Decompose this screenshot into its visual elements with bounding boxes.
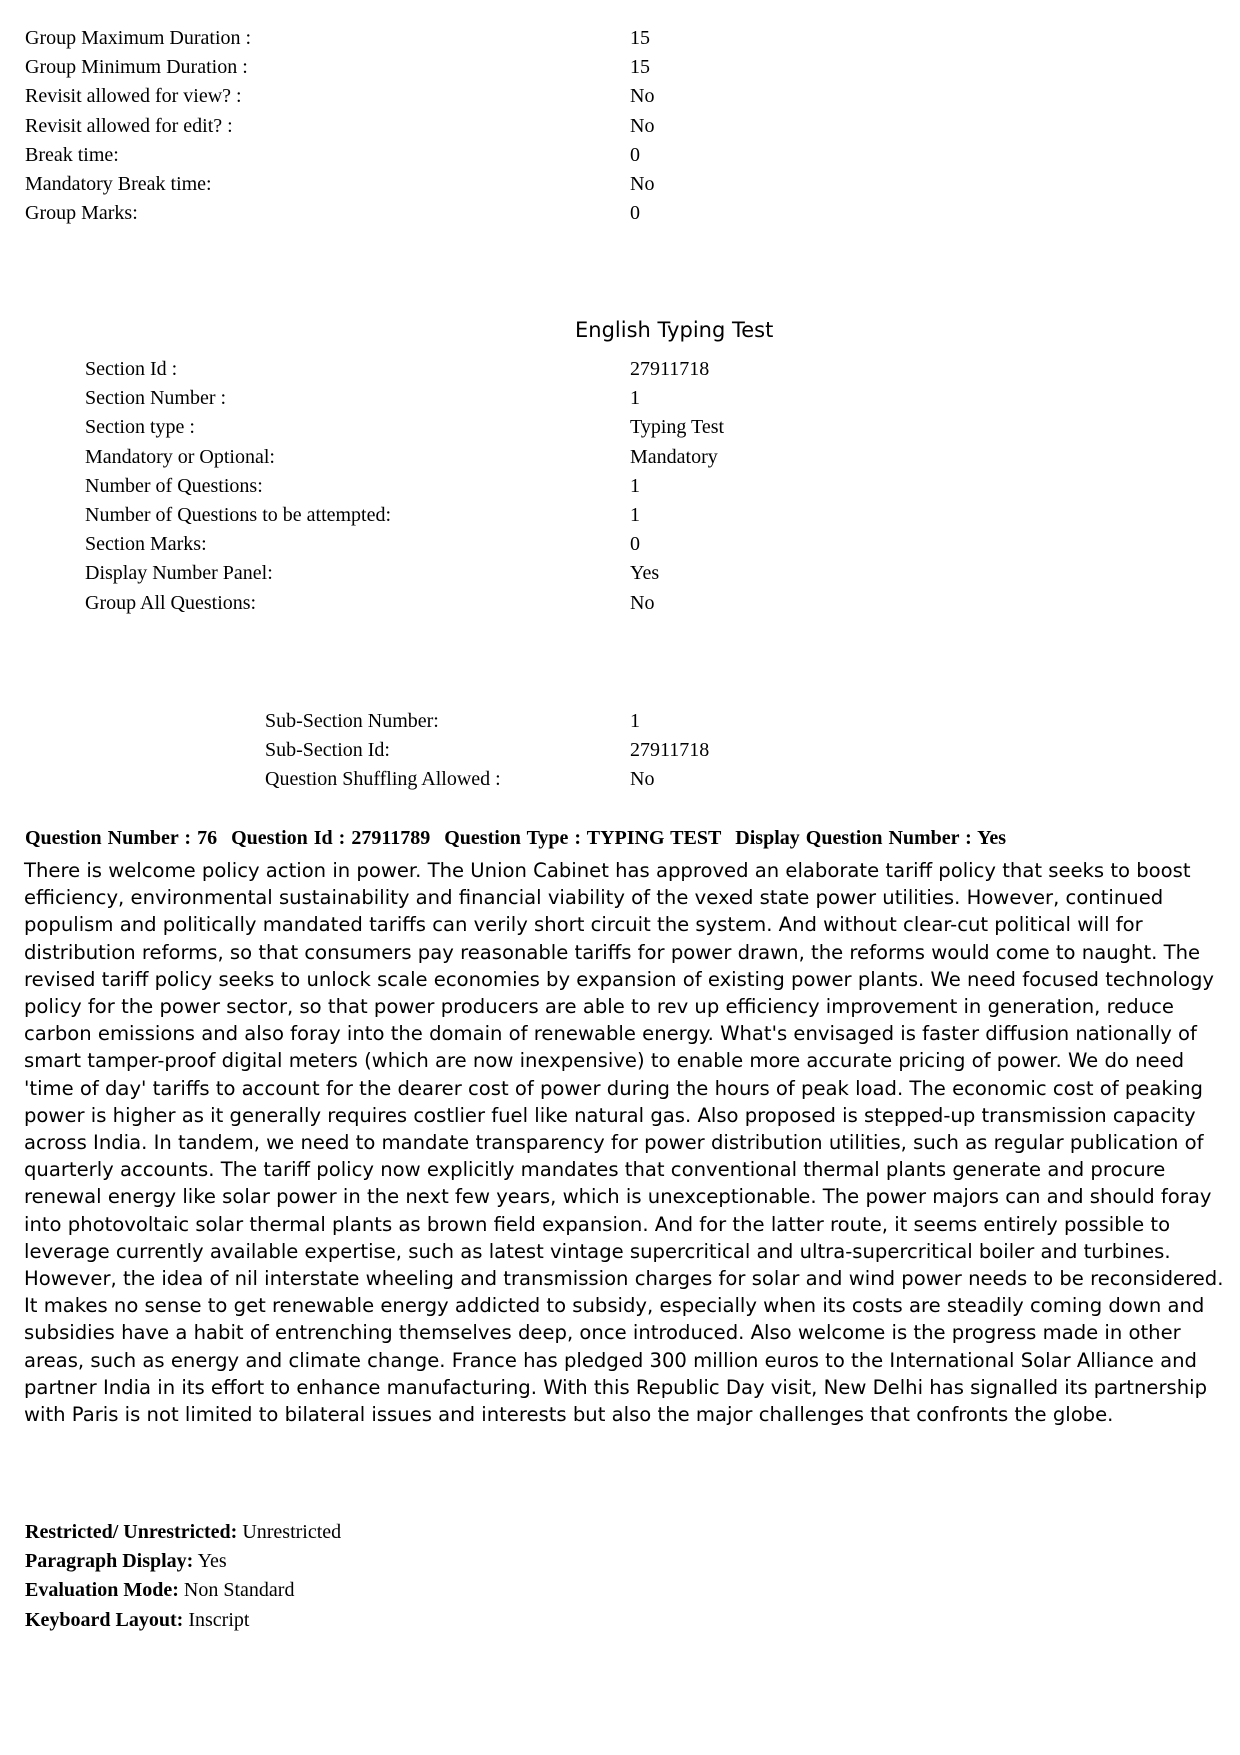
field-value: No: [630, 85, 655, 108]
subsection-info-table: [265, 707, 710, 795]
meta-value: Inscript: [188, 1608, 250, 1631]
field-label: Group All Questions:: [85, 591, 257, 614]
group-max-duration-row: [25, 24, 650, 53]
field-value: No: [630, 173, 655, 196]
field-label: Section type :: [85, 416, 195, 439]
question-id: Question Id : 27911789: [231, 827, 431, 849]
group-marks-row: [25, 199, 640, 228]
display-question-number: Display Question Number : Yes: [735, 827, 1006, 849]
meta-label: Restricted/ Unrestricted:: [25, 1521, 238, 1543]
field-value: No: [630, 114, 655, 137]
meta-value: Non Standard: [183, 1579, 295, 1602]
meta-value: Yes: [197, 1550, 227, 1573]
mandatory-optional-row: [85, 443, 718, 472]
field-value: 0: [630, 143, 640, 166]
typing-passage: There is welcome policy action in power. The Union Cabinet has approved an elaborate tariff policy that seeks to boost efficiency, environmental sustainability and financial viability of the vexed state power utilities. However, continued populism and politically mandated tariffs can verily short circuit the system. And without clear-cut political will for distribution reforms, so that consumers pay reasonable tariffs for power drawn, the reforms would come to naught. The revised tariff policy seeks to unlock scale economies by expansion of existing power plants. We need focused technology policy for the power sector, so that power producers are able to rev up efficiency improvement in generation, reduce carbon emissions and also foray into the domain of renewable energy. What's envisaged is faster diffusion nationally of smart tamper-proof digital meters (which are now inexpensive) to enable more accurate pricing of power. We do need 'time of day' tariffs to account for the dearer cost of power during the hours of peak load. The economic cost of peaking power is higher as it generally requires costlier fuel like natural gas. Also proposed is stepped-up transmission capacity across India. In tandem, we need to mandate transparency for power distribution utilities, such as regular publication of quarterly accounts. The tariff policy now explicitly mandates that conventional thermal plants generate and procure renewal energy like solar power in the next few years, which is unexceptionable. The power majors can and should foray into photovoltaic solar thermal plants as brown field expansion. And for the latter route, it seems entirely possible to leverage currently available expertise, such as latest vintage supercritical and ultra-supercritical boiler and turbines. However, the idea of nil interstate wheeling and transmission charges for solar and wind power needs to be reconsidered. It makes no sense to get renewable energy addicted to subsidy, especially when its costs are steadily coming down and subsidies have a habit of entrenching themselves deep, once introduced. Also welcome is the progress made in other areas, such as energy and climate change. France has pledged 300 million euros to the International Solar Alliance and partner India in its effort to enhance manufacturing. With this Republic Day visit, New Delhi has signalled its partnership with Paris is not limited to bilateral issues and interests but also the major challenges that confronts the globe.: [24, 859, 1224, 1427]
field-value: 27911718: [630, 739, 710, 762]
field-label: Sub-Section Number:: [265, 710, 439, 732]
meta-value: Unrestricted: [242, 1521, 342, 1543]
break-time-row: [25, 141, 640, 170]
field-value: 0: [630, 202, 640, 225]
field-label: Revisit allowed for view? :: [25, 85, 242, 108]
section-type-row: [85, 413, 725, 442]
revisit-edit-row: [25, 112, 655, 141]
field-label: Group Minimum Duration :: [25, 56, 248, 79]
field-label: Question Shuffling Allowed :: [265, 768, 501, 791]
field-label: Mandatory or Optional:: [85, 445, 275, 468]
field-value: 0: [630, 533, 640, 556]
field-value: Mandatory: [630, 445, 718, 468]
evaluation-mode-row: [25, 1576, 341, 1605]
field-label: Number of Questions:: [85, 474, 263, 497]
question-type: Question Type : TYPING TEST: [444, 827, 722, 849]
mandatory-break-row: [25, 170, 655, 199]
field-label: Revisit allowed for edit? :: [25, 114, 233, 137]
field-value: 1: [630, 474, 640, 497]
field-value: 1: [630, 504, 640, 527]
question-meta: [25, 1518, 341, 1635]
field-label: Section Marks:: [85, 533, 207, 556]
field-label: Break time:: [25, 143, 119, 166]
number-of-questions-row: [85, 472, 640, 501]
restricted-row: [25, 1518, 341, 1547]
meta-label: Evaluation Mode:: [25, 1579, 179, 1602]
question-shuffling-row: [265, 765, 655, 794]
field-value: 1: [630, 710, 640, 732]
meta-label: Keyboard Layout:: [25, 1608, 184, 1631]
display-number-panel-row: [85, 559, 660, 588]
group-info-table: [25, 24, 655, 228]
group-all-questions-row: [85, 589, 655, 618]
field-label: Mandatory Break time:: [25, 173, 212, 196]
field-label: Display Number Panel:: [85, 562, 273, 585]
field-value: No: [630, 768, 655, 791]
subsection-id-row: [265, 736, 710, 765]
field-value: 15: [630, 56, 650, 79]
field-label: Section Number :: [85, 387, 227, 410]
field-value: 27911718: [630, 358, 710, 380]
section-id-row: [85, 355, 710, 384]
field-value: No: [630, 591, 655, 614]
subsection-number-row: [265, 707, 640, 736]
question-header: [25, 827, 1014, 850]
field-label: Sub-Section Id:: [265, 739, 390, 762]
section-number-row: [85, 384, 640, 413]
field-value: Yes: [630, 562, 660, 585]
field-value: 15: [630, 27, 650, 49]
keyboard-layout-row: [25, 1606, 341, 1635]
section-title: English Typing Test: [575, 318, 774, 342]
field-label: Section Id :: [85, 358, 178, 380]
field-label: Group Maximum Duration :: [25, 27, 252, 49]
field-value: 1: [630, 387, 640, 410]
paragraph-display-row: [25, 1547, 341, 1576]
revisit-view-row: [25, 82, 655, 111]
questions-to-attempt-row: [85, 501, 640, 530]
group-min-duration-row: [25, 53, 650, 82]
section-info-table: [85, 355, 725, 618]
question-number: Question Number : 76: [25, 827, 218, 849]
field-label: Group Marks:: [25, 202, 138, 225]
section-marks-row: [85, 530, 640, 559]
field-value: Typing Test: [630, 416, 725, 439]
field-label: Number of Questions to be attempted:: [85, 504, 392, 527]
meta-label: Paragraph Display:: [25, 1550, 194, 1573]
